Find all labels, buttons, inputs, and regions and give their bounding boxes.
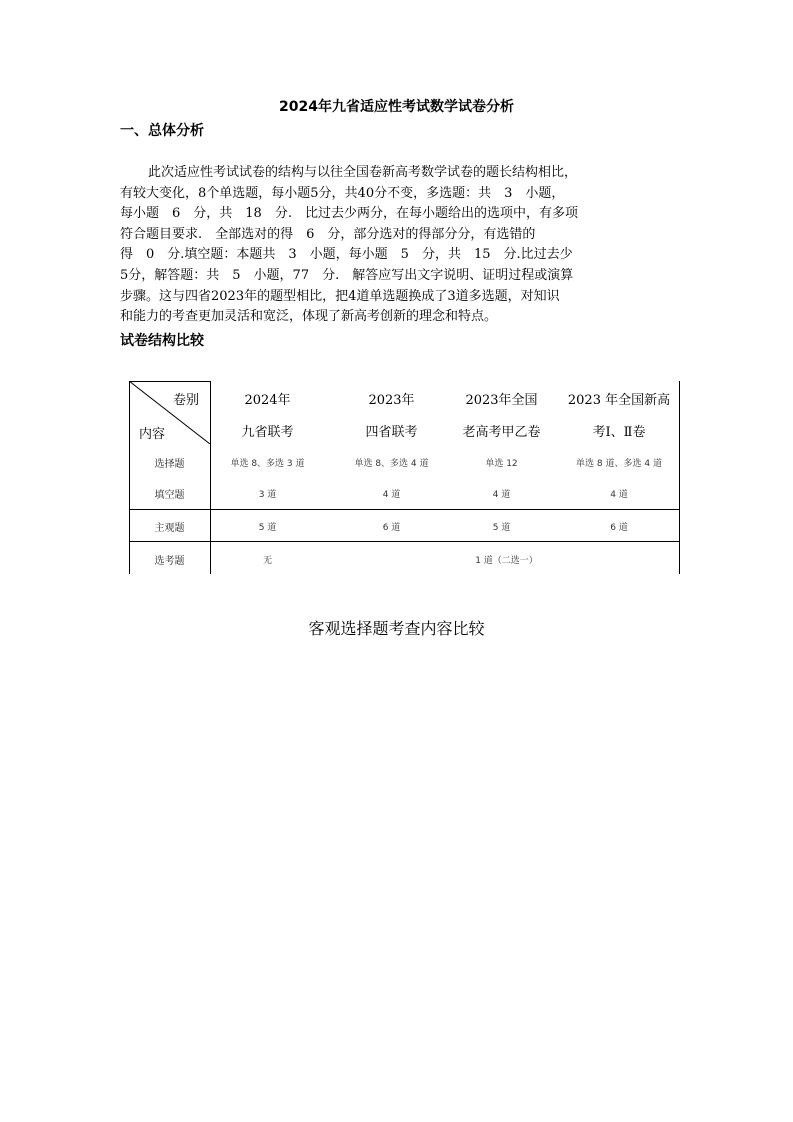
overview-paragraph (120, 163, 680, 328)
paragraph-line: 和能力的考查更加灵活和宽泛，体现了新高考创新的理念和特点。 (120, 309, 498, 325)
table-row-divider (129, 541, 680, 542)
paragraph-line: 得 0 分.填空题：本题共 3 小题，每小题 5 分，共 15 分.比过去少 (120, 247, 573, 263)
paragraph-line: 步骤。这与四省2023年的题型相比，把4道单选题换成了3道多选题，对知识 (120, 288, 560, 304)
row-label: 选择题 (154, 459, 185, 470)
column-header: 九省联考 (241, 425, 294, 440)
table-cell: 单选 8、多选 3 道 (230, 459, 305, 469)
column-header: 2023 年全国新高 (567, 393, 671, 408)
column-header: 考Ⅰ、Ⅱ卷 (592, 425, 646, 440)
table-cell: 无 (262, 556, 272, 566)
paragraph-line: 5分，解答题：共 5 小题，77 分. 解答应写出文字说明、证明过程或演算 (120, 267, 574, 283)
section-subtitle-objective-questions: 客观选择题考查内容比较 (308, 619, 485, 638)
paragraph-line: 每小题 6 分，共 18 分. 比过去少两分，在每小题给出的选项中，有多项 (120, 206, 578, 222)
column-header: 2023年全国 (465, 393, 538, 408)
paragraph-line: 符合题目要求. 全部选对的得 6 分，部分选对的得部分分，有选错的 (120, 226, 536, 242)
table-cell: 单选 8、多选 4 道 (354, 459, 429, 469)
table-cell: 4 道 (492, 490, 511, 500)
table-cell: 4 道 (610, 490, 628, 500)
table-cell: 5 道 (492, 523, 511, 533)
table-cell: 3 道 (258, 490, 277, 500)
table-cell: 1 道（二选一） (475, 556, 538, 566)
section-heading-overview: 一、总体分析 (120, 123, 204, 139)
table-cell: 单选 12 (485, 459, 518, 469)
section-heading-structure-comparison: 试卷结构比较 (120, 333, 204, 349)
document-title: 2024年九省适应性考试数学试卷分析 (279, 99, 514, 115)
table-cell: 单选 8 道、多选 4 道 (576, 459, 662, 469)
table-cell: 6 道 (610, 523, 628, 533)
table-border-right (679, 381, 680, 574)
table-cell: 5 道 (258, 523, 277, 533)
table-divider-vertical (210, 381, 211, 574)
structure-comparison-table (129, 381, 680, 574)
row-label: 主观题 (154, 523, 185, 534)
table-cell: 4 道 (382, 490, 401, 500)
table-cell: 6 道 (382, 523, 401, 533)
paragraph-line: 此次适应性考试试卷的结构与以往全国卷新高考数学试卷的题长结构相比， (148, 165, 578, 180)
row-label: 选考题 (154, 556, 185, 567)
corner-label-content: 内容 (139, 427, 166, 442)
column-header: 老高考甲乙卷 (462, 425, 541, 440)
row-label: 填空题 (154, 490, 185, 501)
column-header: 2023年 (368, 393, 415, 408)
table-row-divider (129, 509, 680, 510)
column-header: 2024年 (244, 393, 291, 408)
paragraph-line: 有较大变化，8个单选题，每小题5分，共40分不变，多选题：共 3 小题， (120, 185, 565, 201)
column-header: 四省联考 (365, 425, 418, 440)
corner-label-paper: 卷别 (173, 393, 200, 408)
